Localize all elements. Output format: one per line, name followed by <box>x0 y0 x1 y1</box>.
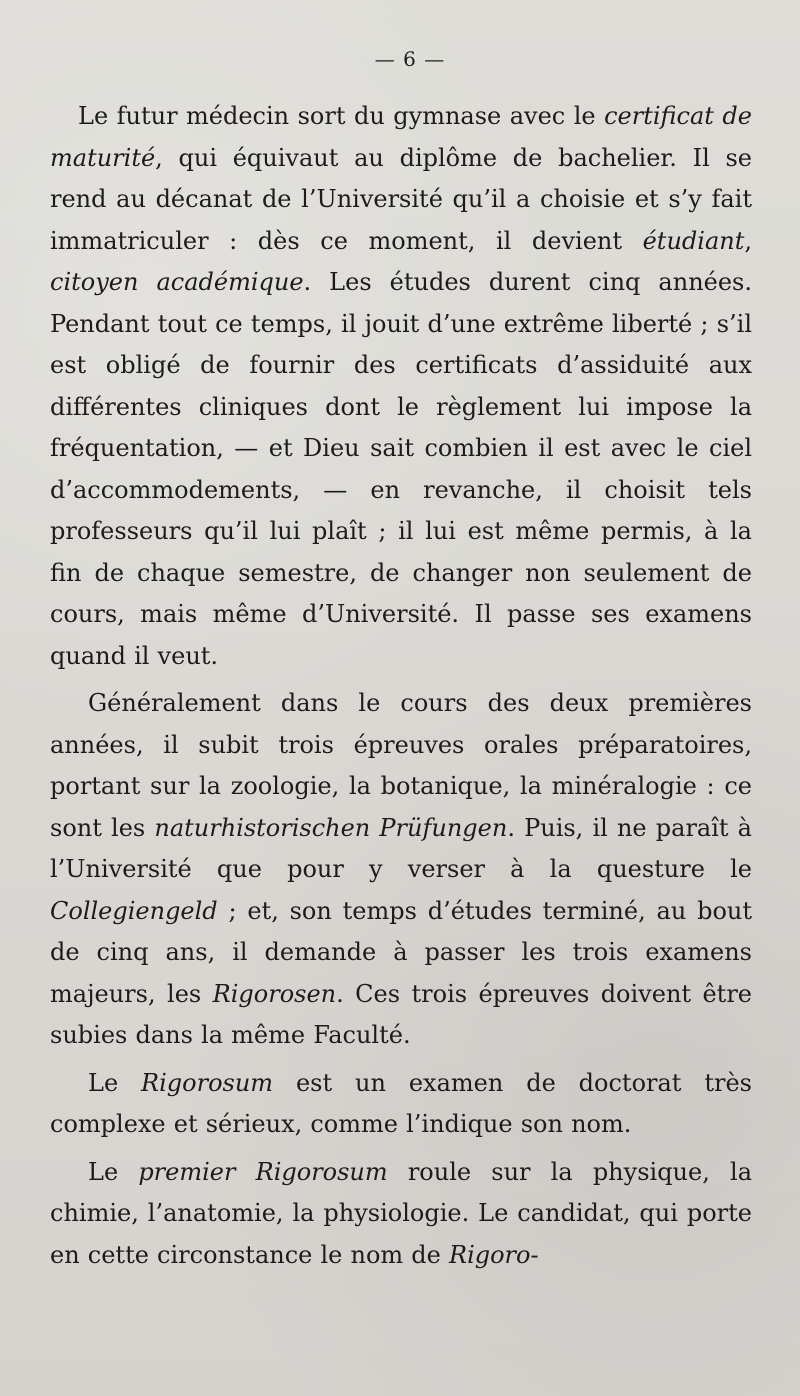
paragraph-4-text-run: roule sur la physique, la chimie, l’anatomie, la physiologie. Le candidat, qui porte en cette circonstance le nom de <box>50 1157 752 1269</box>
paragraph-2-text-run: . Puis, il ne paraît à l’Université que pour y verser à la questure le <box>50 813 752 883</box>
paragraph-3-text-run: Le <box>88 1068 142 1097</box>
paragraph-2-italic-run: Collegiengeld <box>50 896 218 925</box>
paragraph-2-text-run: . Ces trois épreuves doivent être subies dans la même Faculté. <box>50 979 752 1049</box>
page-number: — 6 — <box>374 47 446 71</box>
paragraph-4-italic-run: premier Rigorosum <box>138 1157 388 1186</box>
paragraph-1-italic-run: certificat de maturité <box>50 102 752 172</box>
paragraph-3-text-run: est un examen de doctorat très complexe et sérieux, comme l’indique son nom. <box>50 1068 752 1138</box>
paragraph-1-text-run: Le futur médecin sort du gymnase avec le <box>78 102 605 130</box>
paragraph-1-text-run: , <box>744 226 752 255</box>
paragraph-4-text-run: Le <box>88 1157 139 1186</box>
paragraph-3-italic-run: Rigorosum <box>141 1068 274 1097</box>
paragraph-4 <box>50 1152 752 1277</box>
paragraph-2-italic-run: Rigorosen <box>212 979 337 1008</box>
paragraph-1-italic-run: citoyen académique <box>50 268 304 296</box>
paragraph-1 <box>50 96 752 677</box>
paragraph-2-text-run: ; et, son temps d’études terminé, au bout de cinq ans, il demande à passer les trois examens majeurs, les <box>50 896 752 1008</box>
paragraph-2 <box>50 683 752 1057</box>
paragraph-2-italic-run: naturhistorischen Prüfungen <box>154 813 508 842</box>
paragraph-1-text-run: , qui équivaut au diplôme de bachelier. Il se rend au décanat de l’Université qu’il a choisie et s’y fait immatriculer : dès ce moment, il devient <box>50 143 752 255</box>
paragraph-3 <box>50 1063 752 1146</box>
paragraph-1-italic-run: étudiant <box>642 226 745 255</box>
paragraph-2-text-run: Généralement dans le cours des deux premières années, il subit trois épreuves orales préparatoires, portant sur la zoologie, la botanique, la minéralogie : ce sont les <box>50 689 752 842</box>
paragraph-4-italic-run: Rigoro- <box>449 1240 539 1269</box>
paragraph-1-text-run: . Les études durent cinq années. Pendant tout ce temps, il jouit d’une extrême liberté ; s’il est obligé de fournir des certificats d’assiduité aux différentes cliniques dont le règlement lui impose la fréquentation, — et Dieu sait combien il est avec le ciel d’accommodements, — en revanche, il choisit tels professeurs qu’il lui plaît ; il lui est même permis, à la fin de chaque semestre, de changer non seulement de cours, mais même d’Université. Il passe ses examens quand il veut. <box>50 268 752 670</box>
